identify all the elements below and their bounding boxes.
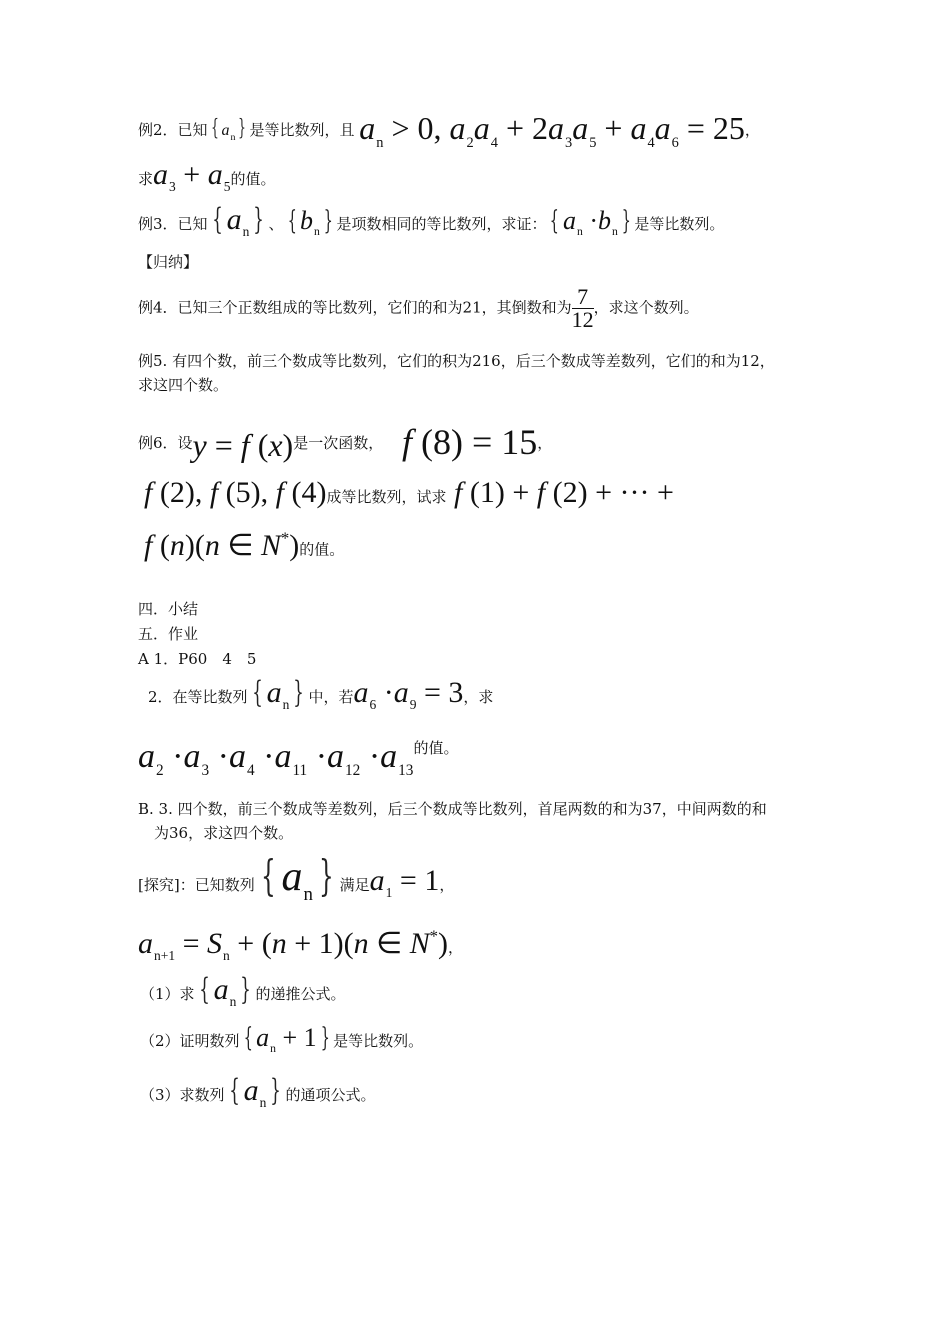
question-1-line [140,972,346,1010]
homework-2-text: 中，若 [308,688,354,706]
math-y-eq-fx: y = f (x) [192,427,294,463]
math-sum: f (1) + f (2) + ··· + [454,476,674,509]
explore-label: [探究]：已知数列 [138,876,255,894]
example-5-line1: 例5. 有四个数，前三个数成等比数列，它们的积为216，后三个数成等差数列，它们的和为12， [138,352,775,370]
homework-heading: 五．作业 [138,625,199,643]
example-6-text2: 成等比数列，试求 [326,488,447,506]
math-seq-an: { $a_n$ } [211,202,265,240]
math-seq-an: { $a_n$ } [210,116,247,144]
example-3-label: 例3．已知 [138,215,208,233]
question-3-line [140,1073,376,1111]
question-3-label: （3）求数列 [140,1086,225,1104]
math-seq-an-large: { $a_n$ } [260,851,334,906]
example-2-text: 是等比数列，且 [249,121,355,139]
example-4-text: 例4．已知三个正数组成的等比数列，它们的和为21，其倒数和为 [138,298,572,317]
example-4-line [138,286,699,331]
explore-line: [探究]：已知数列 { $a_n$ } 满足$a_1 = 1$， [138,851,455,906]
example-6-line2 [144,478,674,508]
explore-text: 满足 [339,876,370,894]
question-2-label: （2）证明数列 [140,1032,240,1050]
question-2-text: 是等比数列。 [333,1032,424,1050]
homework-b3-line2: 为36，求这四个数。 [154,824,294,842]
math-seq-an: { $a_n$ } [251,675,305,713]
math-condition: $a_n > 0$, $a_2a_4 + 2a_3a_5 + a_4a_6 = 25$ [359,110,745,151]
math-seq-anbn: { $a_n \cdot b_n$ } [550,206,631,239]
example-5-line2: 求这四个数。 [138,376,229,394]
math-recurrence: $a_{n+1} = S_n + (n + 1)(n$ ∈ N*) [138,926,449,963]
example-2-line [138,108,760,151]
question-2-line [140,1025,423,1055]
math-seq-an-plus-1: { $a_n + 1$ } [243,1023,330,1056]
example-6-line: 例6．设y = f (x)是一次函数， f (8) = 15， [138,422,553,463]
question-3-text: 的通项公式。 [285,1086,376,1104]
example-2-label: 例2．已知 [138,121,208,139]
fraction-denominator: 12 [571,307,594,332]
fraction-7-12 [572,286,594,331]
math-seq-an: { $a_n$ } [228,1073,282,1111]
math-seq-bn: { $b_n$ } [287,206,333,239]
separator: 、 [268,215,284,233]
homework-b3-line1: B. 3. 四个数，前三个数成等差数列，后三个数成等比数列，首尾两数的和为37，中间两数的和 [138,800,767,818]
math-a1-eq-1: $a_1 = 1$ [369,864,440,901]
homework-2-line2 [138,740,458,779]
example-4-tail: ，求这个数列。 [593,298,699,317]
math-a3-plus-a5: $a_3 + a_5$ [153,158,231,195]
summary-heading: 四．小结 [138,600,199,618]
homework-2-ask: ，求 [463,688,494,706]
ask-label: 求 [138,170,154,188]
example-2-line2 [138,160,275,194]
math-seq-an: { $a_n$ } [198,972,252,1010]
example-6-text: 是一次函数， [293,434,384,452]
homework-2-label: 2．在等比数列 [148,688,248,706]
math-f2-f5-f4: f (2), f (5), f (4) [144,476,327,509]
example-6-tail: 的值。 [299,540,345,559]
homework-a1: A 1．P60 4 5 [138,650,257,668]
question-1-text: 的递推公式。 [255,985,346,1003]
example-6-label: 例6．设 [138,434,193,452]
question-1-label: （1）求 [140,985,195,1003]
fraction-numerator: 7 [572,286,594,309]
math-f8-eq-15: f (8) = 15 [402,422,538,462]
example-2-tail: 的值。 [230,170,276,188]
example-6-line3 [144,530,344,561]
example-3-tail: 是等比数列。 [634,215,725,233]
example-3-line [138,202,725,240]
math-fn: f (n)(n ∈ N*) [144,528,300,562]
comma: ， [744,121,760,139]
explore-line2: $a_{n+1} = S_n + (n + 1)(n$ ∈ N*)， [138,926,464,963]
homework-2-tail: 的值。 [413,739,459,757]
example-3-text: 是项数相同的等比数列，求证： [336,215,547,233]
math-a6a9-eq-3: $a_6 \cdot a_9 = 3$ [353,676,464,713]
guina-heading: 【归纳】 [138,253,199,271]
homework-2-line [148,675,494,713]
math-product: $a_2 \cdot a_3 \cdot a_4 \cdot a_{11} \cdot a_{12} \cdot a_{13}$ [138,738,414,780]
